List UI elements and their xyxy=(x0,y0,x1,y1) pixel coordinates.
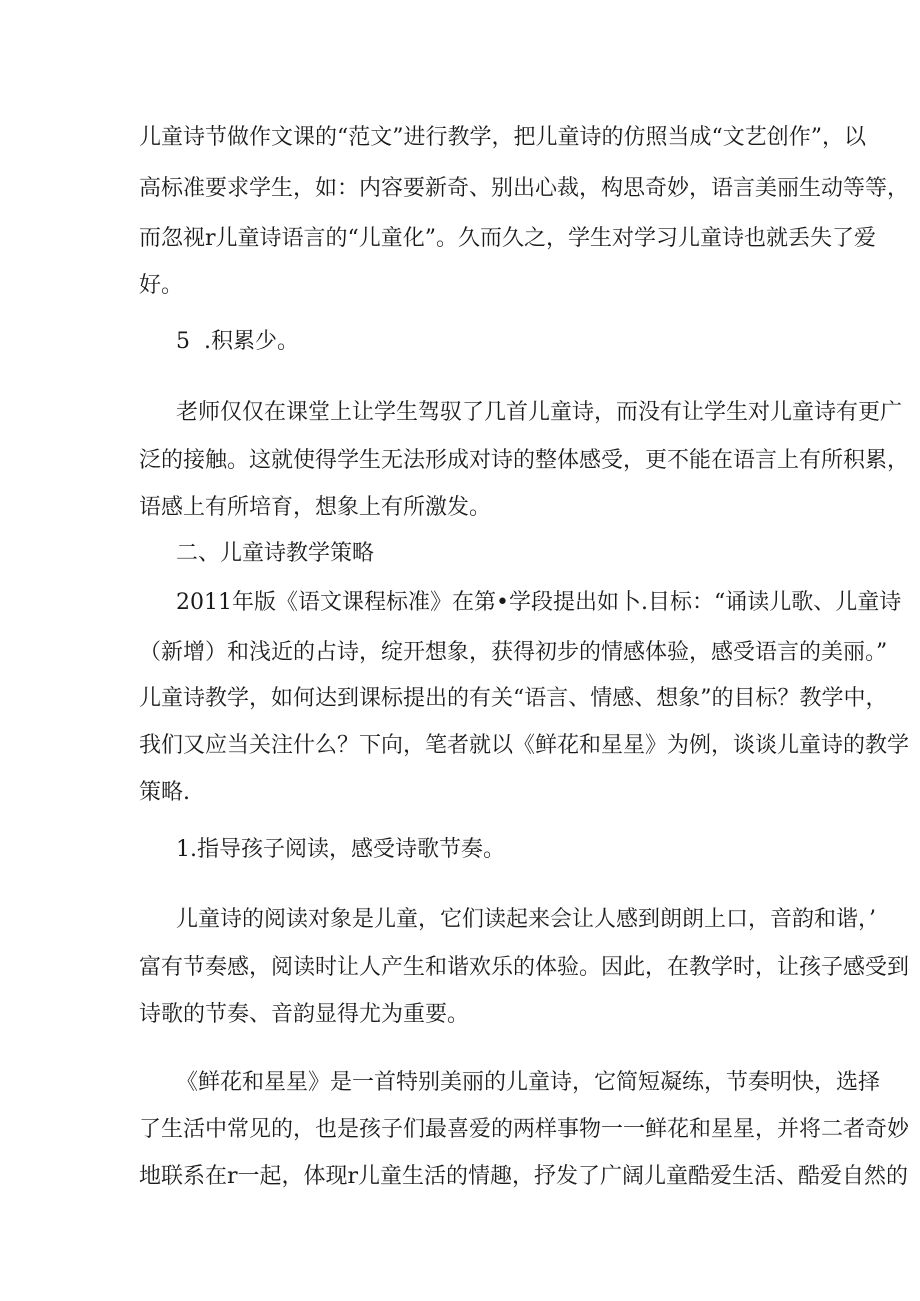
text-line: 高标准要求学生，如：内容要新奇、别出心裁，构思奇妙，语言美丽生动等等， xyxy=(139,176,910,201)
text-line: 我们又应当关注什么？下向，笔者就以《鲜花和星星》为例，谈谈儿童诗的教学 xyxy=(139,733,910,758)
text-line: 儿童诗的阅读对象是儿童，它们读起来会让人感到朗朗上口，音韵和谐，’ xyxy=(176,907,876,932)
text-line: 富有节奏感，阅读时让人产生和谐欢乐的体验。因此，在教学时，让孩子感受到 xyxy=(139,955,910,980)
text-line: （新增）和浅近的占诗，绽开想象，获得初步的情感体验，感受语言的美丽。” xyxy=(139,640,888,665)
text-line: 泛的接触。这就使得学生无法形成对诗的整体感受，更不能在语言上有所积累， xyxy=(139,448,910,473)
text-line: 老师仅仅在课堂上让学生驾驭了几首儿童诗，而没有让学生对儿童诗有更广 xyxy=(176,400,903,425)
text-line: 儿童诗节做作文课的“范文”进行教学，把儿童诗的仿照当成“文艺创作”，以 xyxy=(139,125,866,150)
text-line: 而忽视r儿童诗语言的“儿童化”。久而久之，学生对学习儿童诗也就丢失了爱 xyxy=(139,226,877,251)
text-line: 语感上有所培育，想象上有所激发。 xyxy=(139,495,492,520)
text-line: 地联系在r一起，体现r儿童生活的情趣，抒发了广阔儿童酷爱生活、酷爱自然的 xyxy=(139,1164,909,1189)
text-line: 2011年版《语文课程标准》在第•学段提出如卜.目标：“诵读儿歌、儿童诗 xyxy=(176,590,902,615)
text-line: 策略. xyxy=(139,780,190,805)
text-line: 了生活中常见的，也是孩子们最喜爱的两样事物一一鲜花和星星，并将二者奇妙 xyxy=(139,1117,910,1142)
section-heading: 二、儿童诗教学策略 xyxy=(176,541,375,566)
text-line: 好。 xyxy=(139,273,184,298)
text-line: 《鲜花和星星》是一首特别美丽的儿童诗，它简短凝练，节奏明快，选择 xyxy=(176,1070,881,1095)
text-line: 儿童诗教学，如何达到课标提出的有关“语言、情感、想象”的目标？教学中， xyxy=(139,686,888,711)
list-heading: 5 .积累少。 xyxy=(176,329,299,354)
list-heading: 1.指导孩子阅读，感受诗歌节奏。 xyxy=(176,837,505,862)
text-line: 诗歌的节奏、音韵显得尤为重要。 xyxy=(139,1002,470,1027)
